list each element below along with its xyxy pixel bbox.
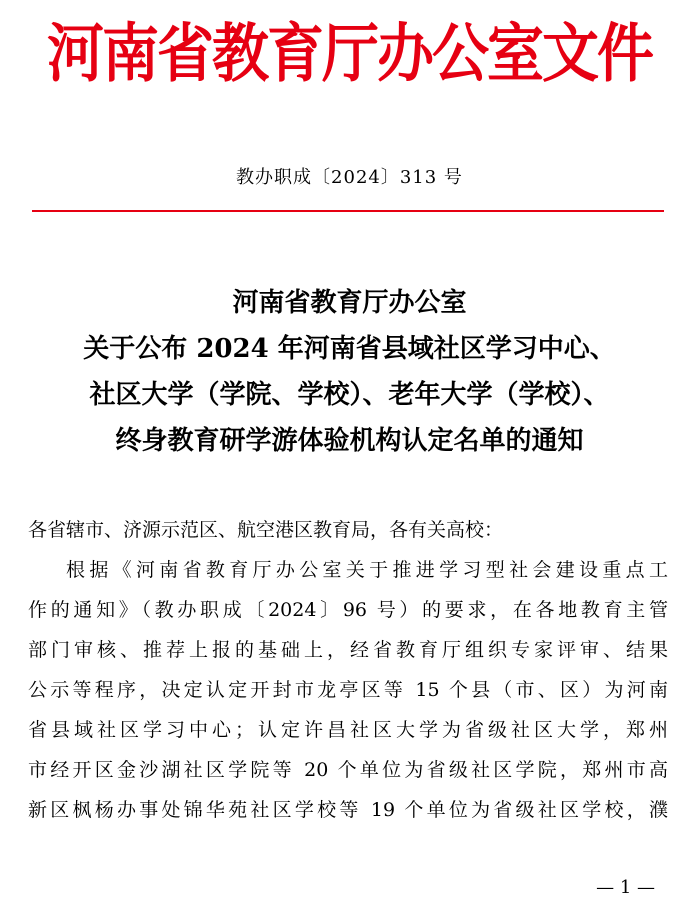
body-line: 省县域社区学习中心；认定许昌社区大学为省级社区大学，郑州	[28, 719, 668, 741]
body-line: 公示等程序，决定认定开封市龙亭区等 15 个县（市、区）为河南	[28, 679, 668, 701]
title-line: 社区大学（学院、学校）、老年大学（学校）、	[89, 380, 610, 410]
body-line: 根据《河南省教育厅办公室关于推进学习型社会建设重点工	[66, 559, 668, 581]
document-title	[0, 280, 699, 464]
body-line: 部门审核、推荐上报的基础上，经省教育厅组织专家评审、结果	[28, 639, 668, 661]
document-body	[28, 510, 668, 830]
body-line: 市经开区金沙湖社区学院等 20 个单位为省级社区学院，郑州市高	[28, 759, 668, 781]
document-number: 教办职成〔2024〕313 号	[236, 167, 463, 188]
title-line: 终身教育研学游体验机构认定名单的通知	[115, 426, 584, 456]
document-masthead: 河南省教育厅办公室文件	[47, 17, 652, 91]
page-number: — 1 —	[596, 877, 655, 898]
title-line: 关于公布 2024 年河南省县域社区学习中心、	[83, 334, 616, 364]
body-line: 作的通知》（教办职成〔2024〕96 号）的要求，在各地教育主管	[28, 599, 668, 621]
title-line: 河南省教育厅办公室	[232, 288, 467, 318]
salutation: 各省辖市、济源示范区、航空港区教育局，各有关高校：	[28, 519, 504, 541]
red-divider-line	[32, 210, 664, 212]
body-line: 新区枫杨办事处锦华苑社区学校等 19 个单位为省级社区学校，濮	[28, 799, 668, 821]
